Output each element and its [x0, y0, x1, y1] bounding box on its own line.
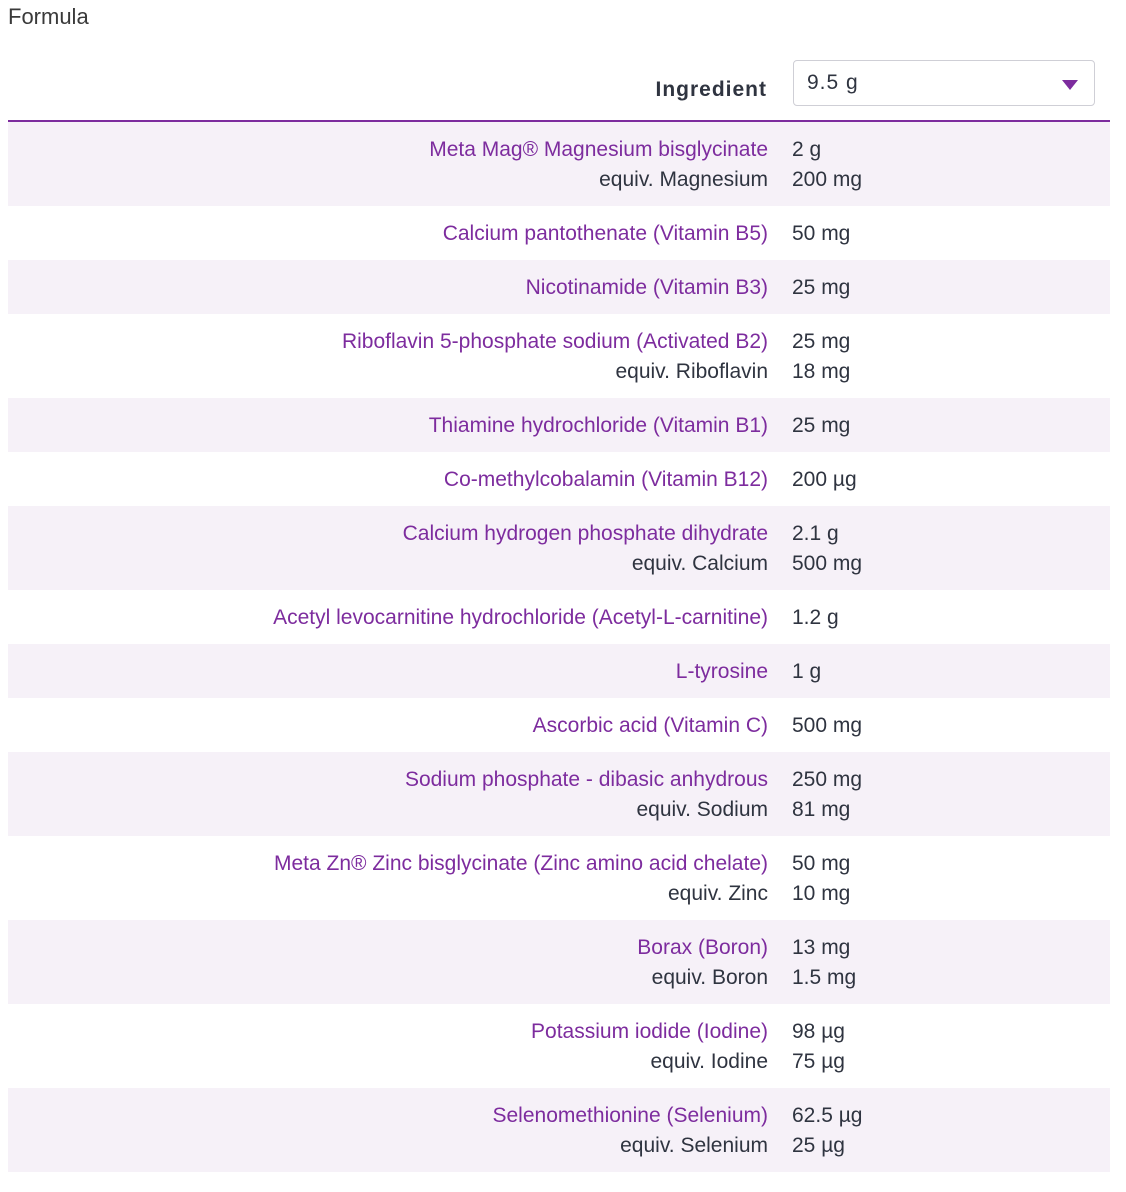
- ingredient-amount: 250 mg: [792, 768, 863, 791]
- ingredient-table: [8, 60, 1110, 1172]
- ingredient-name-link[interactable]: Nicotinamide (Vitamin B3): [525, 276, 768, 299]
- ingredient-amount: 50 mg: [792, 852, 851, 875]
- ingredient-name-link[interactable]: Calcium hydrogen phosphate dihydrate: [402, 522, 768, 545]
- ingredient-amount: 62.5 µg: [792, 1104, 863, 1127]
- equiv-amount: 25 µg: [792, 1134, 845, 1157]
- ingredient-amount: 25 mg: [792, 414, 851, 437]
- table-row: [8, 590, 1110, 644]
- table-row: [8, 260, 1110, 314]
- equiv-name: equiv. Zinc: [668, 882, 768, 905]
- ingredient-amount: 2.1 g: [792, 522, 839, 545]
- ingredient-name-link[interactable]: Potassium iodide (Iodine): [531, 1020, 768, 1043]
- serving-size-select[interactable]: [793, 60, 1095, 106]
- equiv-amount: 500 mg: [792, 552, 863, 575]
- serving-size-value: 9.5 g: [807, 71, 859, 94]
- equiv-name: equiv. Selenium: [620, 1134, 768, 1157]
- table-row: [8, 836, 1110, 920]
- equiv-name: equiv. Iodine: [650, 1050, 768, 1073]
- table-row: [8, 1088, 1110, 1172]
- ingredient-name-link[interactable]: Thiamine hydrochloride (Vitamin B1): [428, 414, 768, 437]
- table-header: [8, 60, 1110, 122]
- table-row: [8, 698, 1110, 752]
- table-row: [8, 452, 1110, 506]
- table-row: [8, 1004, 1110, 1088]
- section-title: Formula: [8, 4, 89, 29]
- ingredient-name-link[interactable]: L-tyrosine: [675, 660, 768, 683]
- equiv-amount: 10 mg: [792, 882, 851, 905]
- table-row: [8, 398, 1110, 452]
- ingredient-amount: 25 mg: [792, 276, 851, 299]
- ingredient-amount: 98 µg: [792, 1020, 845, 1043]
- equiv-name: equiv. Magnesium: [599, 168, 768, 191]
- ingredient-name-link[interactable]: Acetyl levocarnitine hydrochloride (Acetyl-L-carnitine): [273, 606, 768, 629]
- equiv-name: equiv. Boron: [651, 966, 768, 989]
- equiv-amount: 1.5 mg: [792, 966, 857, 989]
- ingredient-amount: 1.2 g: [792, 606, 839, 629]
- table-row: [8, 752, 1110, 836]
- equiv-amount: 200 mg: [792, 168, 863, 191]
- table-row: [8, 506, 1110, 590]
- ingredient-name-link[interactable]: Borax (Boron): [637, 936, 768, 959]
- equiv-name: equiv. Calcium: [631, 552, 768, 575]
- ingredient-name-link[interactable]: Sodium phosphate - dibasic anhydrous: [404, 768, 768, 791]
- ingredient-amount: 500 mg: [792, 714, 863, 737]
- ingredient-name-link[interactable]: Meta Mag® Magnesium bisglycinate: [429, 138, 768, 161]
- ingredient-amount: 2 g: [792, 138, 822, 161]
- table-row: [8, 920, 1110, 1004]
- equiv-amount: 81 mg: [792, 798, 851, 821]
- equiv-name: equiv. Sodium: [636, 798, 768, 821]
- equiv-amount: 18 mg: [792, 360, 851, 383]
- ingredient-amount: 50 mg: [792, 222, 851, 245]
- table-row: [8, 314, 1110, 398]
- equiv-amount: 75 µg: [792, 1050, 845, 1073]
- ingredient-amount: 25 mg: [792, 330, 851, 353]
- ingredient-name-link[interactable]: Selenomethionine (Selenium): [492, 1104, 768, 1127]
- table-row: [8, 122, 1110, 206]
- ingredient-amount: 200 µg: [792, 468, 857, 491]
- ingredient-name-link[interactable]: Meta Zn® Zinc bisglycinate (Zinc amino acid chelate): [273, 852, 768, 875]
- ingredient-amount: 13 mg: [792, 936, 851, 959]
- ingredient-name-link[interactable]: Riboflavin 5-phosphate sodium (Activated B2): [341, 330, 768, 353]
- table-row: [8, 206, 1110, 260]
- ingredient-column-header: Ingredient: [655, 78, 767, 101]
- ingredient-name-link[interactable]: Ascorbic acid (Vitamin C): [532, 714, 768, 737]
- table-row: [8, 644, 1110, 698]
- ingredient-amount: 1 g: [792, 660, 822, 683]
- chevron-down-icon: [1062, 80, 1078, 90]
- ingredient-name-link[interactable]: Calcium pantothenate (Vitamin B5): [442, 222, 768, 245]
- ingredient-name-link[interactable]: Co-methylcobalamin (Vitamin B12): [443, 468, 768, 491]
- equiv-name: equiv. Riboflavin: [615, 360, 768, 383]
